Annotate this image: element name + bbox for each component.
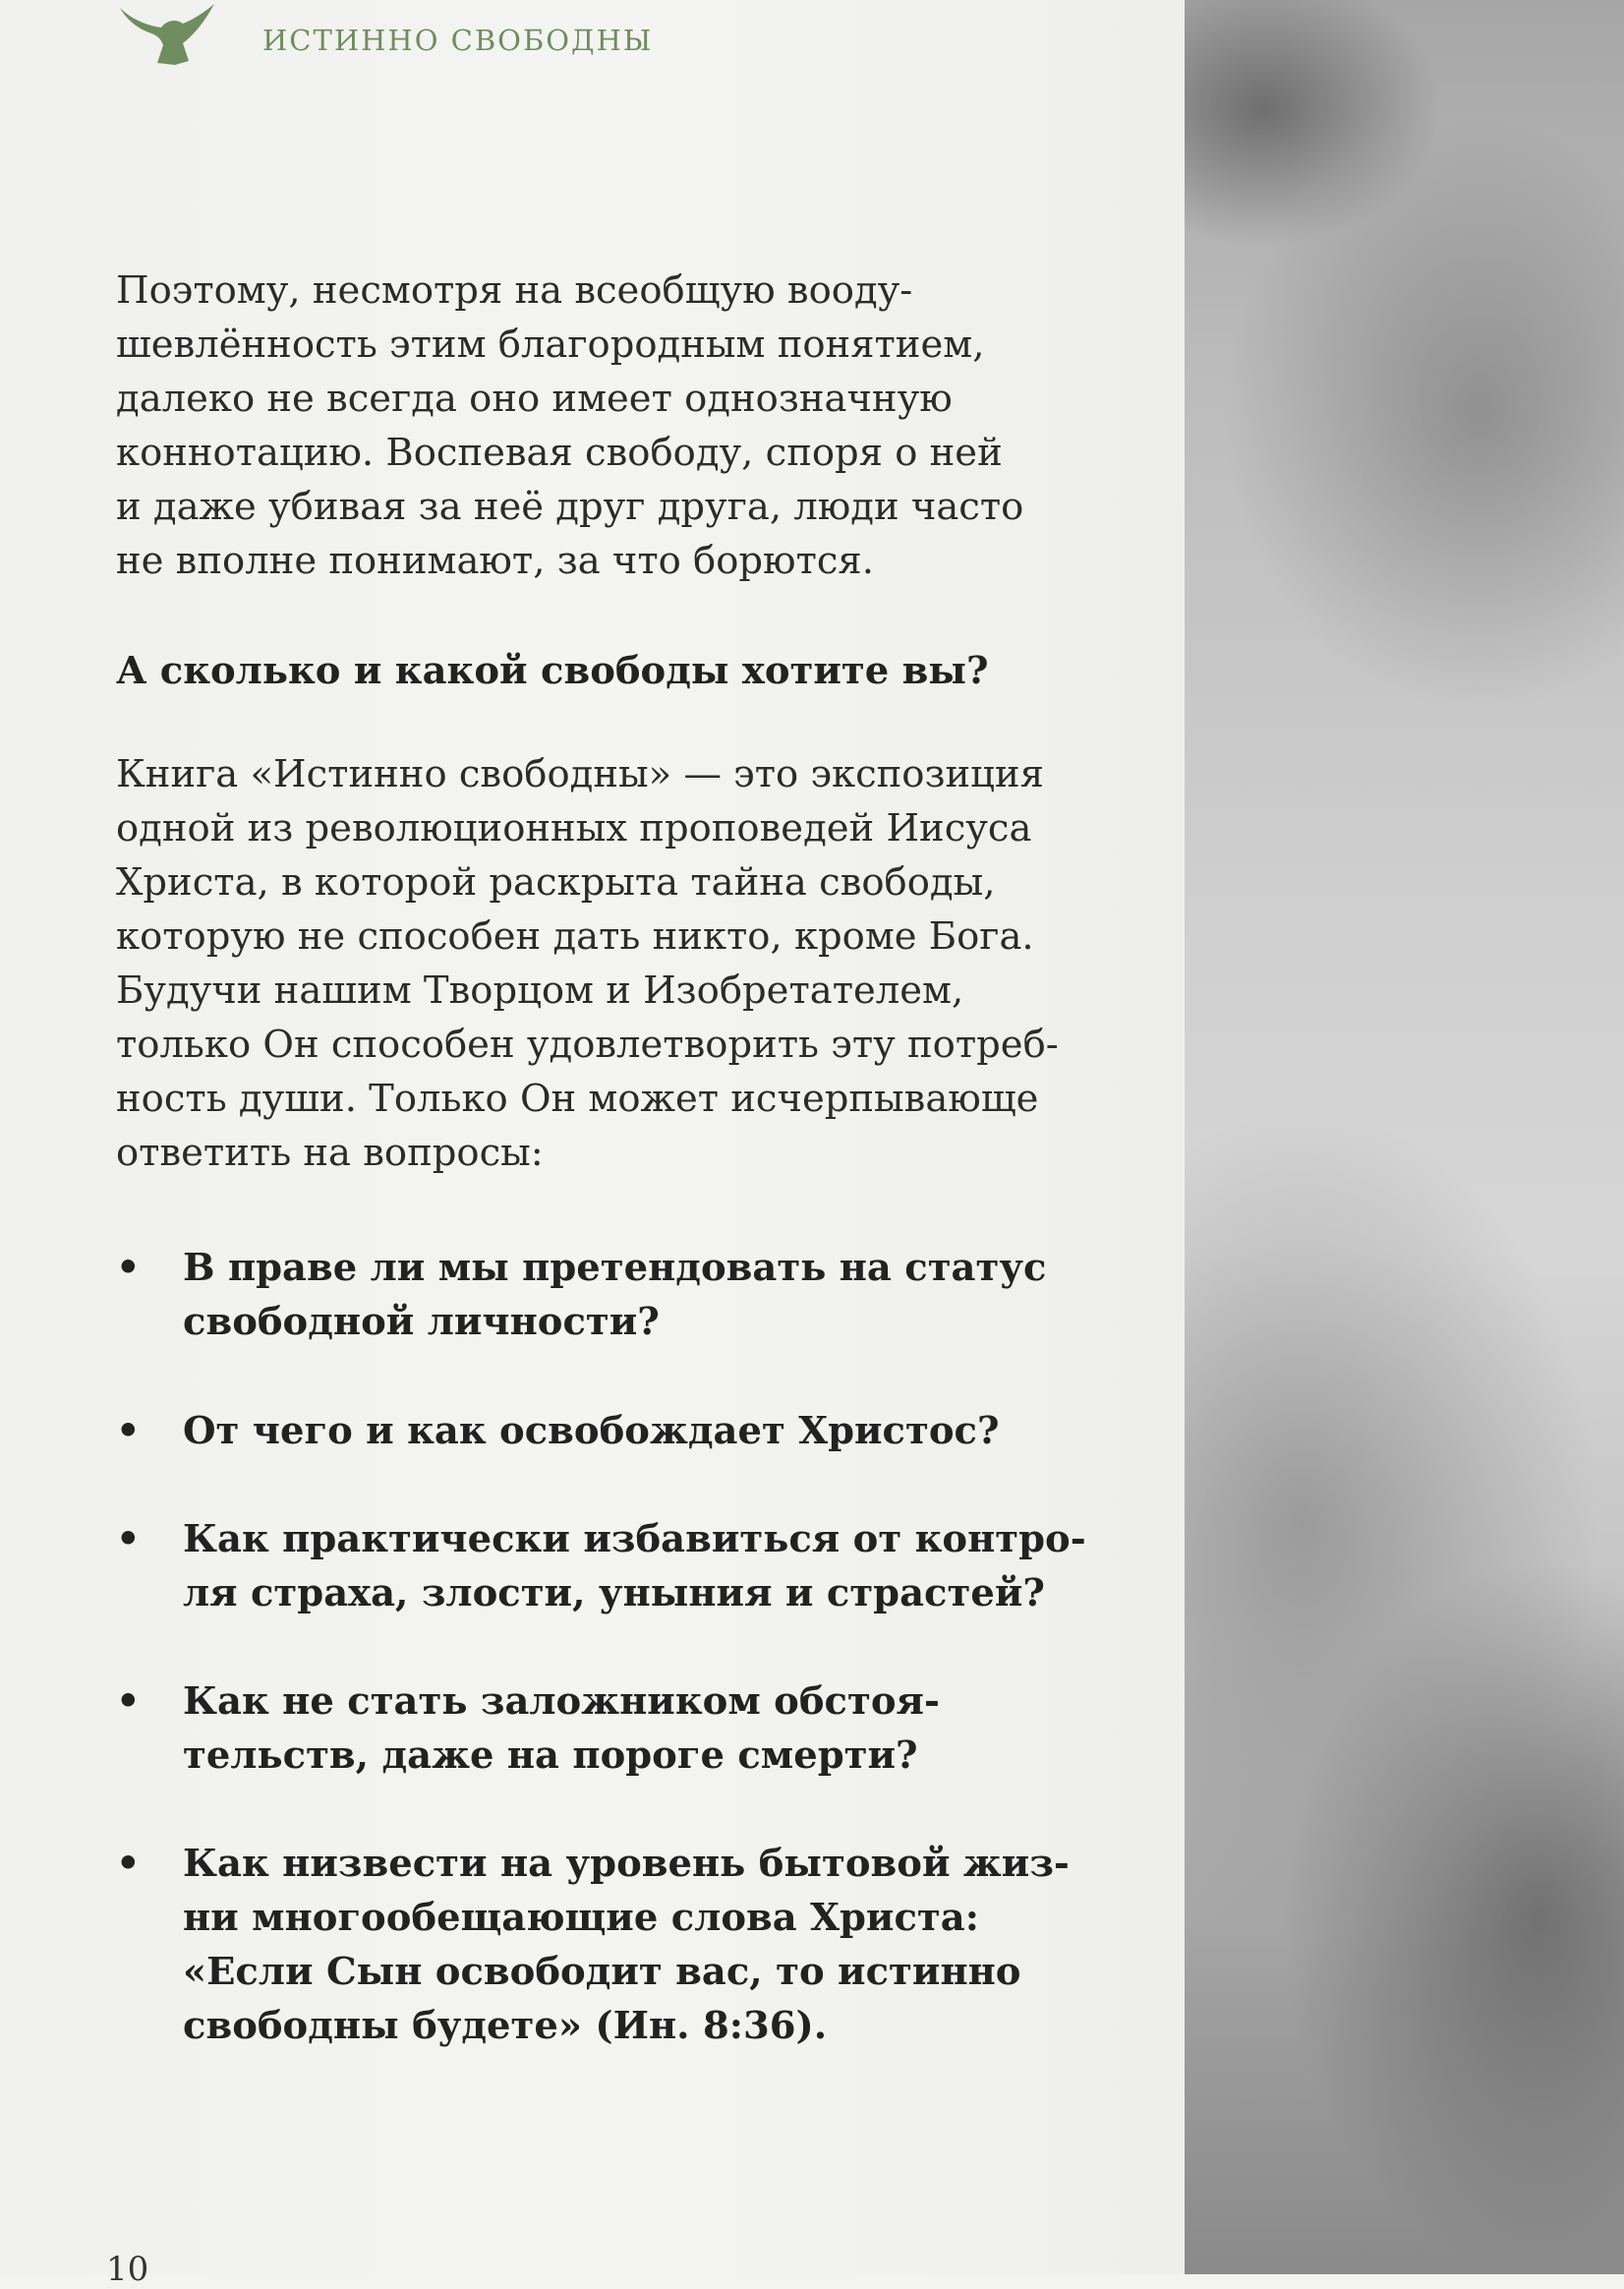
text-line: Как не стать заложником обстоя- [183, 1679, 940, 1724]
text-line: «Если Сын освободит вас, то истинно [183, 1950, 1021, 1994]
text-line: ля страха, злости, уныния и страстей? [183, 1571, 1045, 1615]
text-line: одной из революционных проповедей Иисуса [116, 806, 1032, 851]
text-line: ность души. Только Он может исчерпывающе [116, 1077, 1039, 1121]
text-line: и даже убивая за неё друг друга, люди часто [116, 485, 1024, 529]
text-line: Будучи нашим Творцом и Изобретателем, [116, 968, 964, 1013]
text-line: которую не способен дать никто, кроме Бога. [116, 914, 1034, 959]
text-line: Христа, в которой раскрыта тайна свободы, [116, 860, 996, 905]
body-paragraph [116, 747, 1060, 1180]
text-line: От чего и как освобождает Христос? [183, 1409, 1000, 1453]
bullet-marker: • [116, 1679, 141, 1724]
text-line: свободной личности? [183, 1300, 660, 1344]
running-header [118, 0, 708, 74]
text-line: Поэтому, несмотря на всеобщую вооду- [116, 268, 913, 313]
bird-logo-icon [118, 0, 216, 71]
text-line: только Он способен удовлетворить эту потреб- [116, 1023, 1059, 1067]
text-line: далеко не всегда оно имеет однозначную [116, 377, 953, 421]
bullet-marker: • [116, 1842, 141, 1886]
text-line: ни многообещающие слова Христа: [183, 1896, 979, 1940]
text-line: ответить на вопросы: [116, 1131, 544, 1175]
text-line: В праве ли мы претендовать на статус [183, 1246, 1047, 1290]
text-line: не вполне понимают, за что борются. [116, 539, 874, 583]
running-header-title: ИСТИННО СВОБОДНЫ [262, 24, 654, 57]
bullet-marker: • [116, 1409, 141, 1453]
text-line: тельств, даже на пороге смерти? [183, 1733, 918, 1778]
cover-photo-edge [1185, 0, 1624, 2274]
text-line: Книга «Истинно свободны» — это экспозиция [116, 752, 1044, 796]
text-line: Как практически избавиться от контро- [183, 1517, 1086, 1561]
text-line: свободны будете» (Ин. 8:36). [183, 2004, 828, 2048]
section-subheading: А сколько и какой свободы хотите вы? [116, 649, 989, 693]
bullet-marker: • [116, 1246, 141, 1290]
text-line: Как низвести на уровень бытовой жиз- [183, 1842, 1070, 1886]
page-number: 10 [106, 2250, 149, 2289]
bullet-marker: • [116, 1517, 141, 1561]
text-line: коннотацию. Воспевая свободу, споря о ней [116, 431, 1003, 475]
text-line: шевлённость этим благородным понятием, [116, 323, 985, 367]
intro-paragraph [116, 264, 1060, 588]
